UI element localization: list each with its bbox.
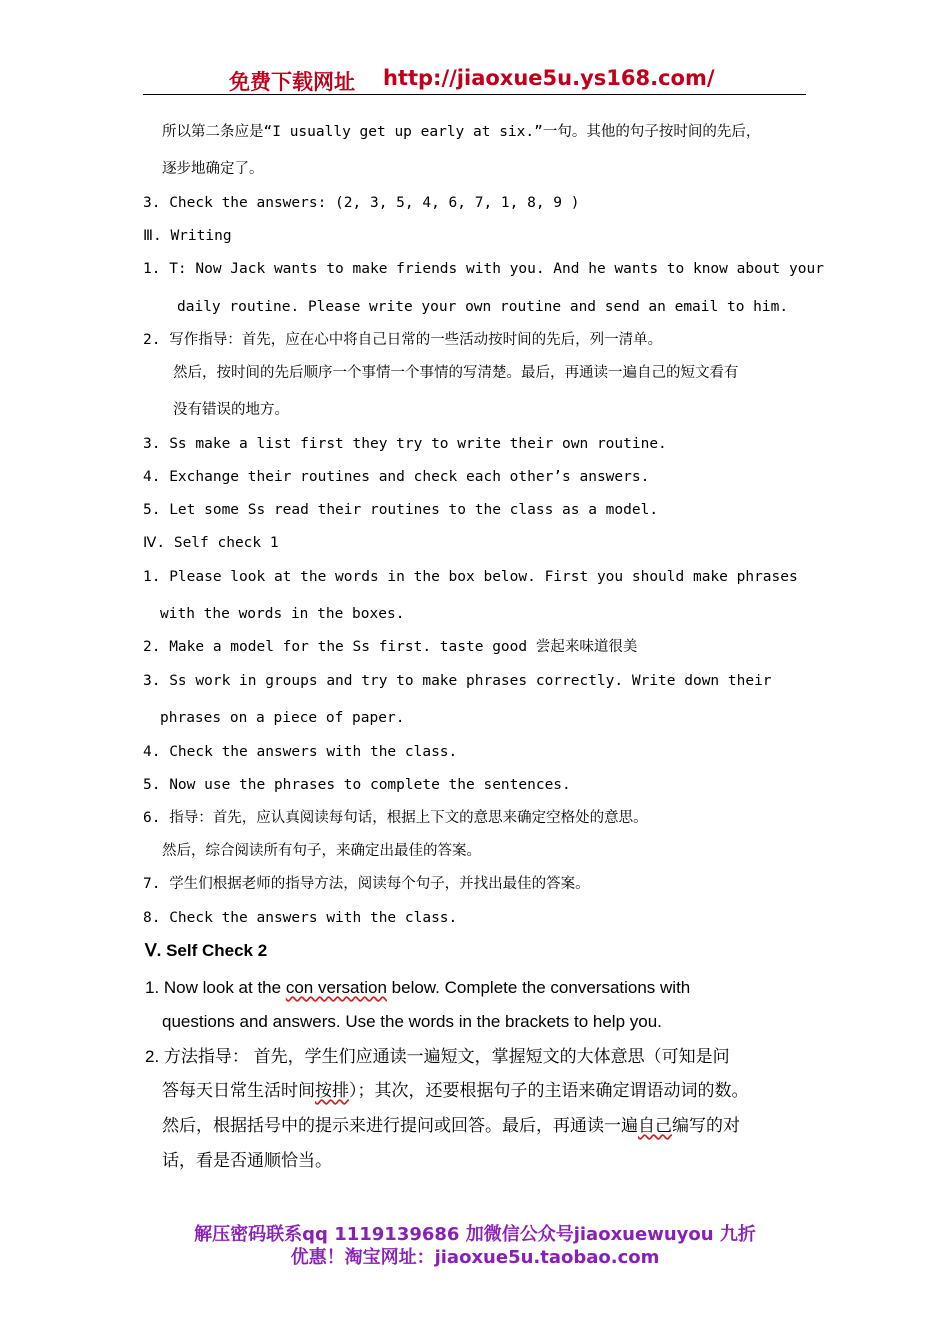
text-line: with the words in the boxes.: [160, 606, 405, 622]
text-line: 逐步地确定了。: [162, 161, 264, 177]
text-span: 答每天日常生活时间: [162, 1081, 315, 1100]
list-item: 5. Let some Ss read their routines to the class as a model.: [143, 502, 659, 518]
text-line: questions and answers. Use the words in the brackets to help you.: [162, 1012, 662, 1031]
text-span: 然后，根据括号中的提示来进行提问或回答。最后，再通读一遍: [162, 1116, 638, 1135]
text-line: 没有错误的地方。: [173, 402, 289, 418]
list-item: 2. 写作指导：首先，应在心中将自己日常的一些活动按时间的先后，列一清单。: [143, 332, 663, 348]
list-item: 6. 指导：首先，应认真阅读每句话，根据上下文的意思来确定空格处的意思。: [143, 810, 648, 826]
footer-contact-line: 解压密码联系qq 1119139686 加微信公众号jiaoxuewuyou 九折: [194, 1224, 756, 1245]
list-item: 7. 学生们根据老师的指导方法，阅读每个句子，并找出最佳的答案。: [143, 876, 590, 892]
list-item: 2. Make a model for the Ss first. taste good 尝起来味道很美: [143, 639, 638, 655]
text-span: 1. Now look at the: [145, 978, 286, 997]
header-url-link[interactable]: http://jiaoxue5u.ys168.com/: [383, 66, 715, 90]
list-item: [145, 977, 690, 999]
section-heading: Ⅳ. Self check 1: [143, 535, 279, 551]
header-download-label: 免费下载网址: [229, 70, 355, 94]
list-item: 8. Check the answers with the class.: [143, 910, 458, 926]
footer-shop-line: 优惠！淘宝网址：jiaoxue5u.taobao.com: [290, 1247, 660, 1268]
text-span: 编写的对: [672, 1116, 740, 1135]
text-line: [162, 1115, 740, 1137]
list-item: 3. Check the answers: (2, 3, 5, 4, 6, 7, 1, 8, 9 ): [143, 195, 580, 211]
text-line: phrases on a piece of paper.: [160, 710, 405, 726]
list-item: 1. Please look at the words in the box below. First you should make phrases: [143, 569, 798, 585]
section-heading: Ⅲ. Writing: [143, 228, 232, 244]
list-item: 4. Exchange their routines and check each other’s answers.: [143, 469, 650, 485]
list-item: 5. Now use the phrases to complete the sentences.: [143, 777, 571, 793]
list-item: 3. Ss work in groups and try to make phrases correctly. Write down their: [143, 673, 772, 689]
list-item: 3. Ss make a list first they try to write their own routine.: [143, 436, 667, 452]
page-header: [143, 64, 806, 95]
text-line: 然后，综合阅读所有句子，来确定出最佳的答案。: [162, 843, 481, 859]
spell-flagged-word: con versation: [285, 978, 387, 997]
list-item: 1. T: Now Jack wants to make friends with you. And he wants to know about your: [143, 261, 824, 277]
spell-flagged-word: 自己: [638, 1116, 672, 1135]
text-line: 然后，按时间的先后顺序一个事情一个事情的写清楚。最后，再通读一遍自己的短文看有: [173, 365, 739, 381]
text-line: 所以第二条应是“I usually get up early at six.”一句。其他的句子按时间的先后，: [162, 124, 761, 140]
spell-flagged-word: 按排: [315, 1081, 349, 1100]
list-item: 2. 方法指导： 首先，学生们应通读一遍短文，掌握短文的大体意思（可知是问: [145, 1047, 730, 1066]
text-span: ）；其次，还要根据句子的主语来确定谓语动词的数。: [349, 1081, 749, 1100]
section-heading: Ⅴ. Self Check 2: [145, 941, 268, 960]
text-span: below. Complete the conversations with: [386, 978, 691, 997]
text-line: daily routine. Please write your own routine and send an email to him.: [177, 299, 789, 315]
list-item: 4. Check the answers with the class.: [143, 744, 458, 760]
text-line: 话，看是否通顺恰当。: [162, 1151, 332, 1170]
text-line: [162, 1080, 749, 1102]
